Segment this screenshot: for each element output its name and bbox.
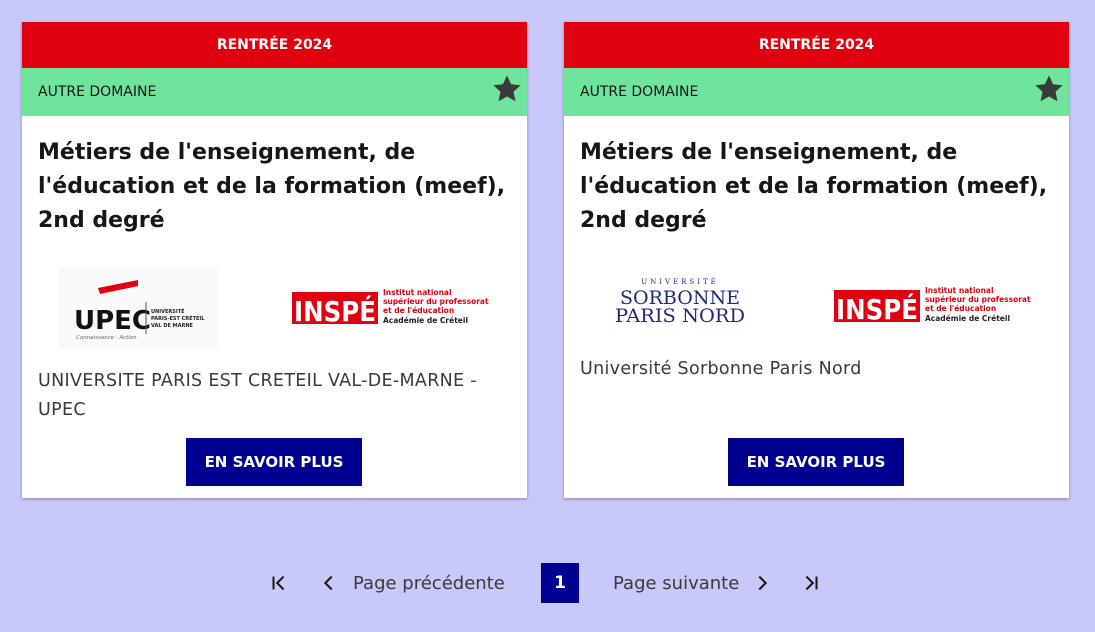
sorbonne-top-line: UNIVERSITÉ [641,278,719,286]
upec-tagline: Connaissance · Action [76,335,137,341]
inspe-line-3: et de l'éducation [383,306,455,315]
chevron-right-icon [751,572,773,594]
star-icon[interactable] [491,73,523,105]
inspe-line-2: supérieur du professorat [383,297,489,306]
card-header [22,22,527,68]
sorbonne-line-2: PARIS NORD [615,305,745,327]
card-domain-bar [564,68,1069,116]
inspe-line-1: Institut national [383,288,452,297]
first-page-icon [268,572,290,594]
institution-name: UNIVERSITE PARIS EST CRETEIL VAL-DE-MARNE - UPEC [38,371,477,420]
card-header [564,22,1069,68]
inspe-wordmark: INSPÉ [294,295,388,328]
inspe-logo [832,284,1037,330]
last-page-icon [800,572,822,594]
card-logos [22,266,527,370]
rentree-label: RENTRÉE 2024 [216,37,333,53]
star-icon[interactable] [1033,73,1065,105]
card-title: Métiers de l'enseignement, de l'éducation et de la formation (meef), 2nd degré [580,140,1048,233]
upec-wordmark: UPEC [74,306,152,336]
upec-line-1: UNIVERSITÉ [151,309,185,315]
institution-name: Université Sorbonne Paris Nord [580,359,862,379]
upec-logo-mark [58,266,218,350]
inspe-logo-mark [290,286,495,332]
pagination [0,563,1095,603]
sorbonne-logo-mark [610,274,750,334]
card-domain-bar [22,68,527,116]
inspe-logo [290,286,495,332]
inspe-logo-mark [832,284,1037,330]
upec-logo [58,266,218,350]
inspe-wordmark: INSPÉ [836,293,930,326]
formation-card [22,22,527,498]
card-title: Métiers de l'enseignement, de l'éducation et de la formation (meef), 2nd degré [38,140,506,233]
next-page-label: Page suivante [613,572,740,594]
current-page[interactable]: 1 [541,563,579,603]
previous-page-button[interactable] [318,563,505,603]
upec-line-2: PARIS-EST CRÉTEIL [151,316,205,322]
sorbonne-logo [610,274,750,334]
last-page-button[interactable] [800,563,822,603]
upec-line-3: VAL DE MARNE [151,323,193,329]
inspe-line-1: Institut national [925,286,994,295]
en-savoir-plus-button[interactable]: EN SAVOIR PLUS [728,438,904,486]
previous-page-label: Page précédente [353,572,505,594]
rentree-label: RENTRÉE 2024 [758,37,875,53]
inspe-line-3: et de l'éducation [925,304,997,313]
en-savoir-plus-button[interactable]: EN SAVOIR PLUS [186,438,362,486]
first-page-button[interactable] [268,563,290,603]
domain-label: AUTRE DOMAINE [580,84,699,100]
inspe-academie: Académie de Créteil [383,316,469,325]
inspe-line-2: supérieur du professorat [925,295,1031,304]
chevron-left-icon [318,572,340,594]
next-page-button[interactable] [613,563,773,603]
formation-card [564,22,1069,498]
sorbonne-line-1: SORBONNE [620,287,740,309]
domain-label: AUTRE DOMAINE [38,84,157,100]
inspe-academie: Académie de Créteil [925,314,1011,323]
